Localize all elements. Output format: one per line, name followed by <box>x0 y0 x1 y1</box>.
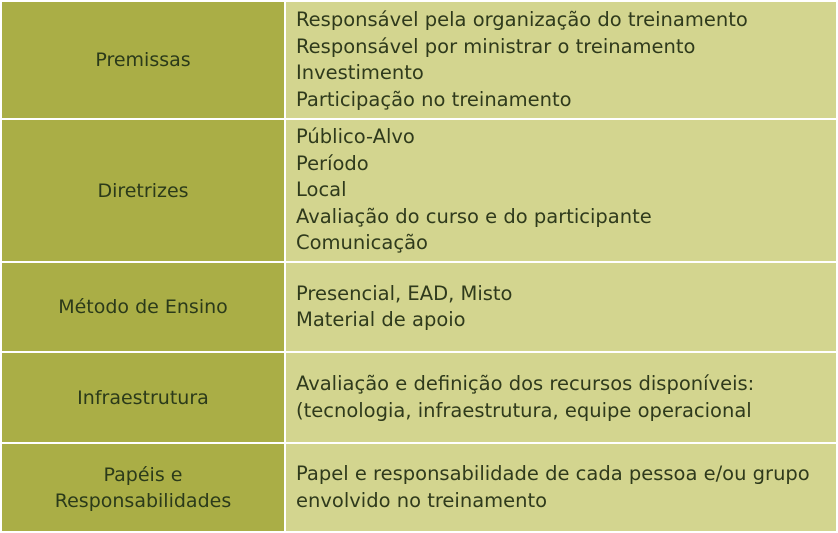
row-content-infraestrutura <box>285 352 837 443</box>
list-item: Público-Alvo <box>296 125 415 149</box>
list-item: (tecnologia, infraestrutura, equipe operacional <box>296 398 752 422</box>
list-item: Avaliação e definição dos recursos disponíveis: <box>296 372 755 395</box>
row-label-text: Diretrizes <box>97 179 189 202</box>
table-row-infraestrutura <box>1 352 837 443</box>
list-item: Presencial, EAD, Misto <box>296 281 513 305</box>
list-item: Responsável por ministrar o treinamento <box>296 34 696 58</box>
list-item: envolvido no treinamento <box>296 488 548 512</box>
row-label-text: Infraestrutura <box>77 386 209 409</box>
list-item: Material de apoio <box>296 308 466 331</box>
row-label-premissas <box>1 1 285 119</box>
list-item: Período <box>296 151 369 175</box>
list-item: Comunicação <box>296 231 428 255</box>
table-row-premissas <box>1 1 837 119</box>
row-label-text: Premissas <box>95 49 191 71</box>
row-content-papeis-e-responsabilidades <box>285 443 837 532</box>
table-row-diretrizes <box>1 119 837 262</box>
row-label-text: Método de Ensino <box>58 296 228 318</box>
list-item: Avaliação do curso e do participante <box>296 204 652 228</box>
row-label-text: Papéis e <box>103 463 183 486</box>
row-label-papeis-e-responsabilidades <box>1 443 285 532</box>
list-item: Papel e responsabilidade de cada pessoa e/ou grupo <box>296 462 810 485</box>
list-item: Responsável pela organização do treinamento <box>296 8 748 31</box>
row-content-diretrizes <box>285 119 837 262</box>
table-row-metodo-de-ensino <box>1 262 837 352</box>
row-content-metodo-de-ensino <box>285 262 837 352</box>
row-label-diretrizes <box>1 119 285 262</box>
row-label-infraestrutura <box>1 352 285 443</box>
table-row-papeis-e-responsabilidades <box>1 443 837 532</box>
row-content-premissas <box>285 1 837 119</box>
row-label-text: Responsabilidades <box>54 489 232 512</box>
list-item: Local <box>296 178 347 202</box>
list-item: Investimento <box>296 61 424 84</box>
list-item: Participação no treinamento <box>296 87 572 111</box>
row-label-metodo-de-ensino <box>1 262 285 352</box>
